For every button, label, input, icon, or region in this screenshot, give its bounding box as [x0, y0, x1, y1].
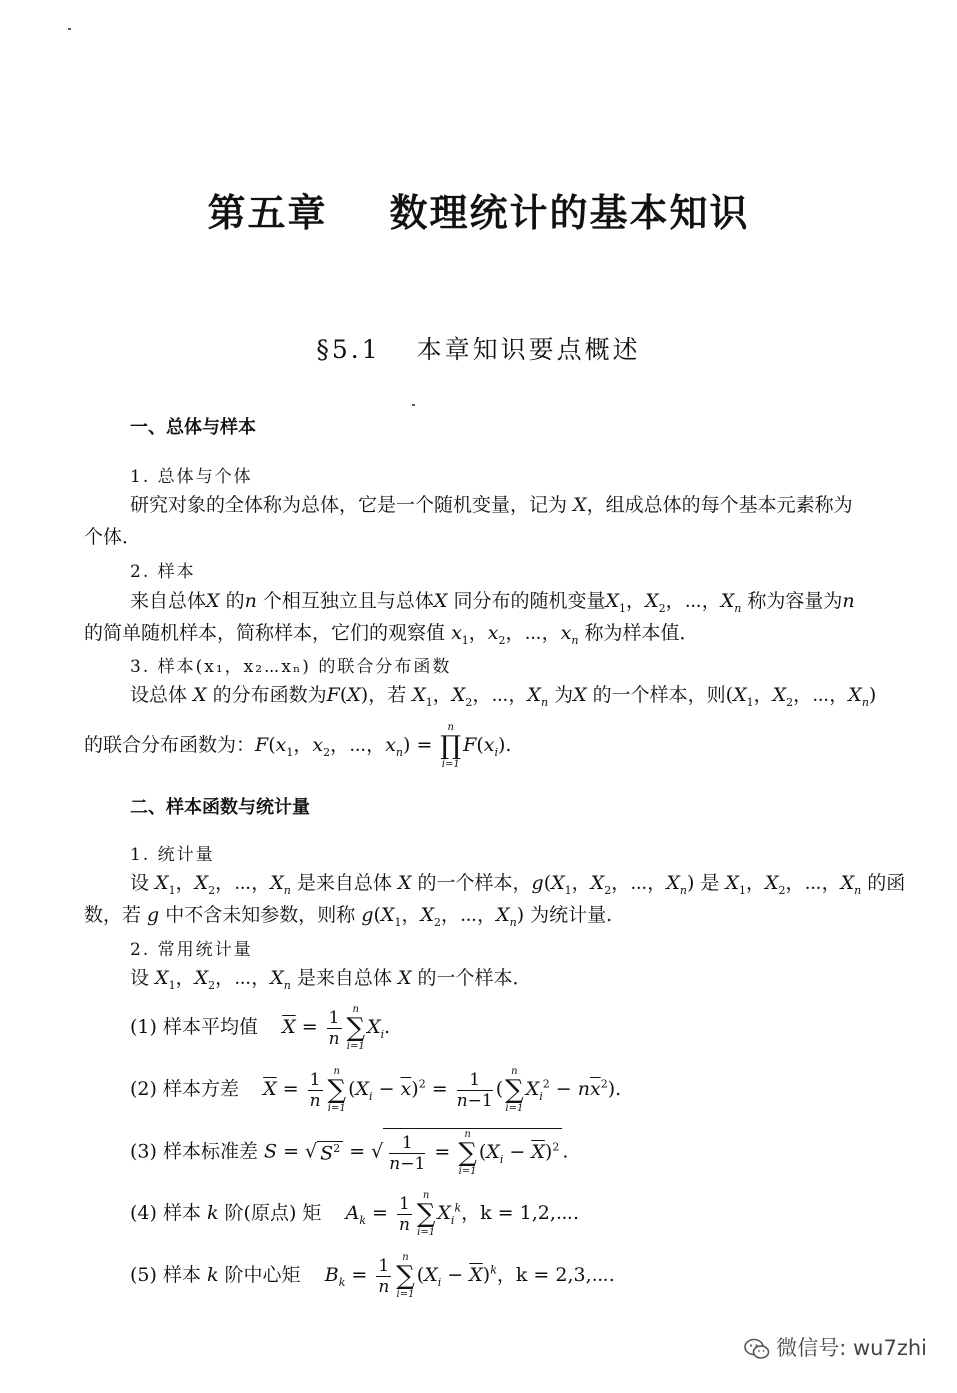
part2-s2-heading: 2. 常用统计量: [130, 940, 253, 960]
part1-s3-heading: 3. 样本(x₁，x₂⋯xₙ) 的联合分布函数: [130, 657, 452, 677]
part1-s3-line1: 设总体 X 的分布函数为F(X)，若 $X_1$，$X_2$，⋯，$X_n$ 为X 的一个样本，则($X_1$，$X_2$，⋯，$X_n$): [130, 684, 877, 709]
product-symbol: n ∏ i=1: [440, 722, 462, 770]
part1-s2-heading: 2. 样本: [130, 562, 196, 582]
chapter-title: [0, 182, 957, 237]
part1-heading: 一、总体与样本: [130, 417, 256, 438]
part2-s1-heading: 1. 统计量: [130, 845, 215, 865]
stat-mean: (1) 样本平均值 $\overline{X}$ = $\frac{1}{n}$ n ∑ i=1 $X_i$.: [130, 1004, 391, 1052]
scan-speck: [412, 404, 415, 406]
part2-s2-intro: 设 $X_1$，$X_2$，⋯，$X_n$ 是来自总体 X 的一个样本．: [130, 967, 532, 992]
section-name: 本章知识要点概述: [416, 335, 641, 364]
watermark-text: 微信号: wu7zhi: [776, 1336, 927, 1360]
part1-s2-line1: 来自总体X 的n 个相互独立且与总体X 同分布的随机变量$X_1$，$X_2$，⋯，$X_n$ 称为容量为n: [130, 590, 855, 615]
section-number: §5.1: [316, 335, 381, 364]
part1-s2-line2: 的简单随机样本，简称样本，它们的观察值 $x_1$，$x_2$，⋯，$x_n$ 称为样本值．: [84, 622, 699, 647]
watermark: [744, 1332, 927, 1362]
part2-s1-line2: 数，若 g 中不含未知参数，则称 $g(X_1$，$X_2$，⋯，$X_n$) 为统计量.: [84, 904, 613, 929]
stat-central-moment: (5) 样本 k 阶中心矩 $B_k$ = $\frac{1}{n}$ n ∑ i=1 $(X_i - \overline{X})^k$，k = 2,3,⋯.: [130, 1252, 615, 1300]
stat-variance: (2) 样本方差 $\overline{X}$ = $\frac{1}{n}$ n ∑ i=1 $(X_i - \overline{x})^2$ = $\frac{1}{n-1}$ ( n ∑ i=1 $X_i^2 - n\overline{x}^2$).: [130, 1066, 622, 1114]
part1-s1-line2: 个体．: [84, 526, 142, 548]
chapter-name: 数理统计的基本知识: [389, 191, 750, 235]
part1-s1-line1: 研究对象的全体称为总体，它是一个随机变量，记为 X，组成总体的每个基本元素称为: [130, 494, 853, 516]
part1-s1-heading: 1. 总体与个体: [130, 467, 253, 487]
scan-speck: [68, 28, 71, 30]
part1-s3-line2: 的联合分布函数为：$F(x_1$，$x_2$，⋯，$x_n$) = n ∏ i=1 $F(x_i)$.: [84, 722, 512, 770]
wechat-icon: [744, 1338, 770, 1360]
stat-std: (3) 样本标准差 S = √ $S^2$ = √ $\frac{1}{n-1}$ = n ∑ i=1 $(X_i - \overline{X})^2$ .: [130, 1129, 569, 1177]
part2-s1-line1: 设 $X_1$，$X_2$，⋯，$X_n$ 是来自总体 X 的一个样本，$g(X_1$，$X_2$，⋯，$X_n$) 是 $X_1$，$X_2$，⋯，$X_n$ 的函: [130, 872, 906, 897]
section-title: [0, 330, 957, 366]
stat-raw-moment: (4) 样本 k 阶(原点) 矩 $A_k$ = $\frac{1}{n}$ n ∑ i=1 $X_i^k$，k = 1,2,⋯.: [130, 1190, 580, 1238]
part2-heading: 二、样本函数与统计量: [130, 797, 310, 818]
chapter-number: 第五章: [207, 191, 328, 235]
